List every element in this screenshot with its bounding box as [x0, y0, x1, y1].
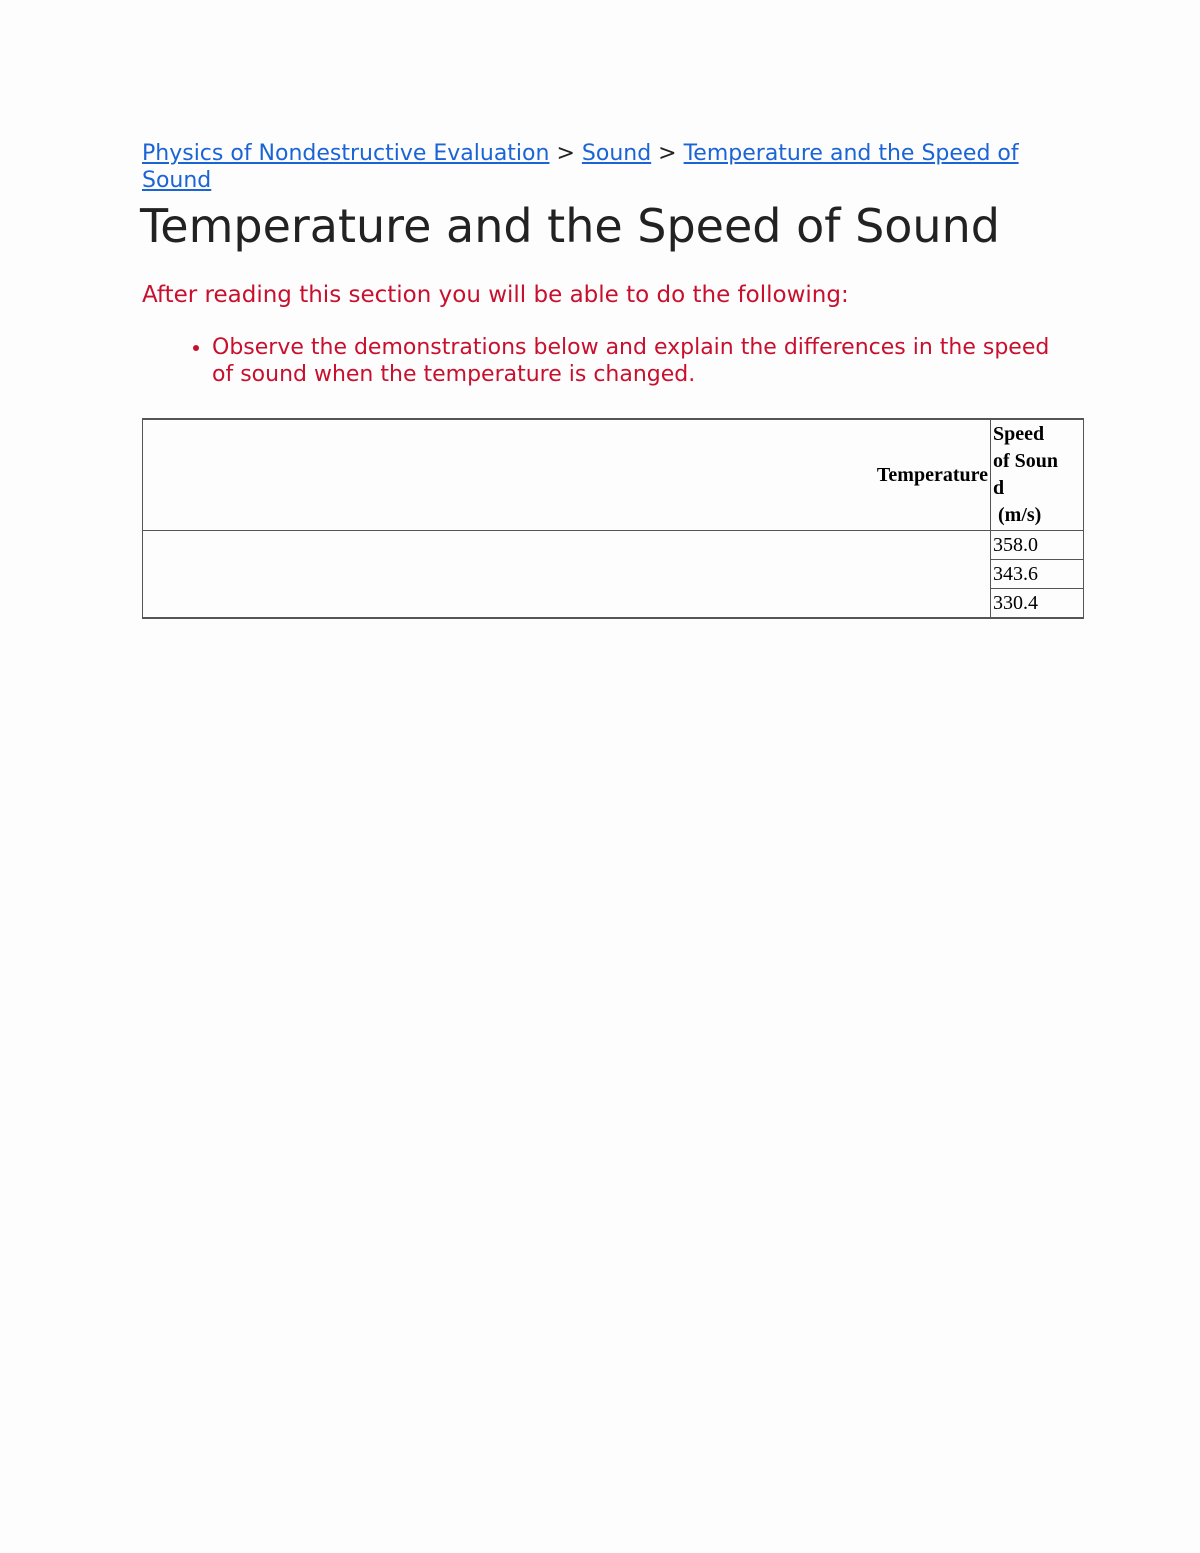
breadcrumb-separator: >	[556, 141, 575, 166]
breadcrumb-link-temperature-speed[interactable]: Temperature and the Speed of Sound	[142, 141, 1019, 193]
speed-header-line: d	[993, 477, 1005, 499]
table-row	[143, 531, 1084, 560]
objective-item: • Observe the demonstrations below and explain the differences in the speed of sound when the temperature is changed.	[212, 334, 1072, 388]
document-page	[140, 140, 1084, 614]
speed-header-line: Speed	[993, 423, 1045, 445]
breadcrumb-link-sound[interactable]: Sound	[581, 141, 652, 166]
temperature-column-header: Temperature	[143, 419, 991, 531]
speed-header-line: of Soun	[993, 450, 1059, 472]
page-title: Temperature and the Speed of Sound	[140, 199, 1000, 253]
objectives-intro: After reading this section you will be able to do the following:	[142, 282, 849, 308]
breadcrumb-separator: >	[658, 141, 677, 166]
speed-value-cell: 343.6	[991, 560, 1084, 589]
temperature-speed-table	[142, 418, 1084, 619]
speed-header-line: (m/s)	[998, 504, 1042, 526]
table-header-row	[143, 419, 1084, 531]
breadcrumb	[142, 140, 1062, 194]
breadcrumb-link-physics-nde[interactable]: Physics of Nondestructive Evaluation	[142, 141, 550, 166]
temperature-demo-cell	[143, 531, 991, 619]
speed-value-cell: 330.4	[991, 589, 1084, 619]
speed-column-header	[991, 419, 1084, 531]
speed-value-cell: 358.0	[991, 531, 1084, 560]
objectives-list	[142, 334, 1072, 388]
